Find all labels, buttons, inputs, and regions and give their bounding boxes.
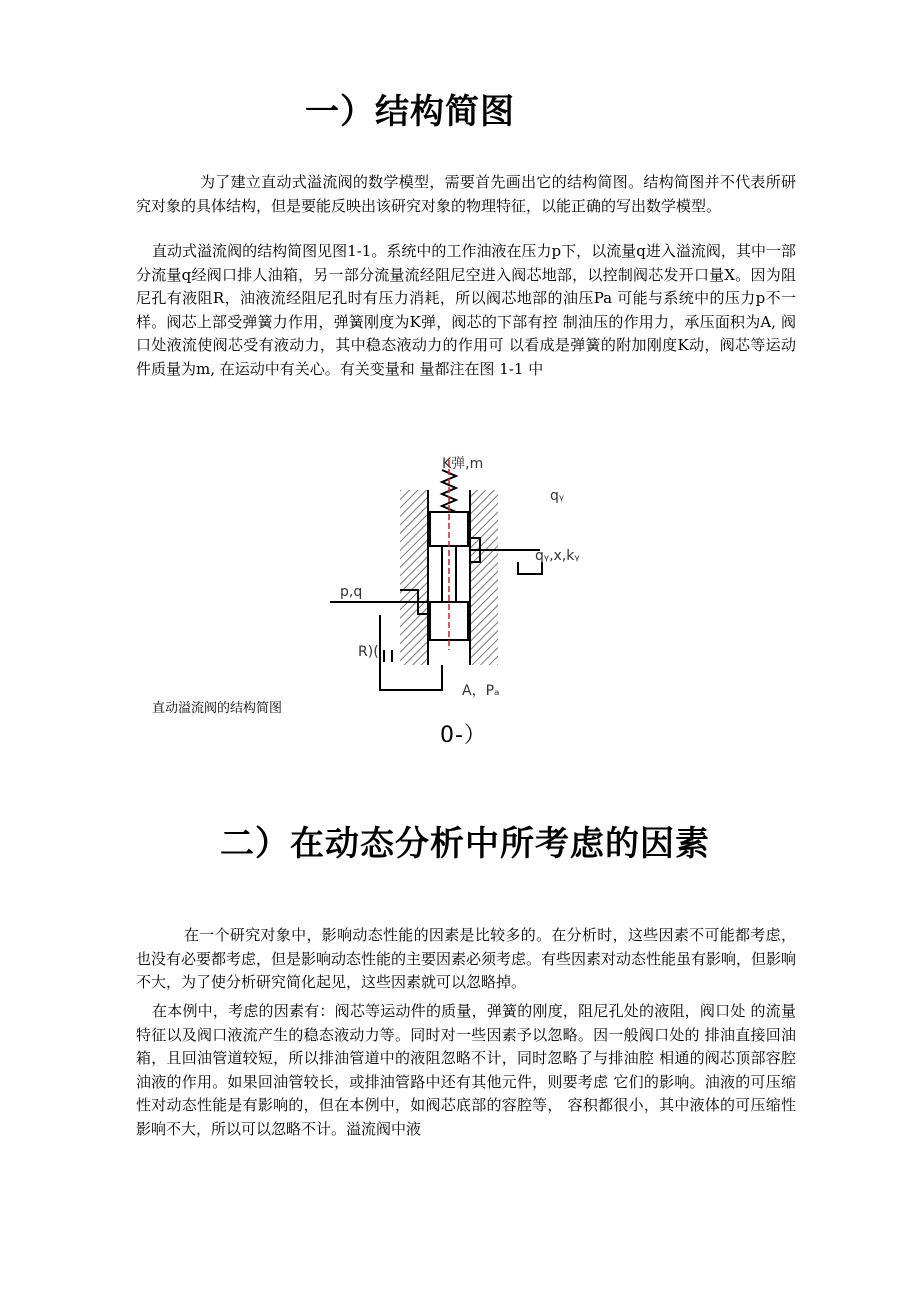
section1-paragraph-1: 为了建立直动式溢流阀的数学模型，需要首先画出它的结构简图。结构简图并不代表所研究对象的具体结构，但是要能反映出该研究对象的物理特征，以能正确的写出数学模型。	[136, 173, 796, 215]
section1-heading: 一）结构简图	[305, 92, 515, 132]
left-housing	[400, 490, 428, 665]
section1-paragraph-2: 直动式溢流阀的结构简图见图1-1。系统中的工作油液在压力p下，以流量q进入溢流阀，其中一部分流量q经阀口排人油箱，另一部分流量流经阻尼空进入阀芯地部，以控制阀芯发开口量X。因为阻尼孔有液阻R，油液流经阻尼孔时有压力消耗，所以阀芯地部的油压Pa 可能与系统中的压力p不一样。阀芯上部受弹簧力作用，弹簧刚度为K弹，阀芯的下部有控 制油压的作用力，承压面积为A, 阀口处液流使阀芯受有液动力，其中稳态液动力的作用可 以看成是弹簧的附加刚度K动，阀芯等运动件质量为m, 在运动中有关心。有关变量和 量都注在图 1-1 中	[136, 242, 796, 378]
section2-paragraph-1: 在一个研究对象中，影响动态性能的因素是比较多的。在分析时，这些因素不可能都考虑，也没有必要都考虑，但是影响动态性能的主要因素必须考虑。有些因素对动态性能虽有影响，但影响不大，为了使分析研究简化起见，这些因素就可以忽略掉。	[136, 926, 797, 991]
spring-label: K弹,m	[442, 456, 484, 472]
figure-number: 0-）	[440, 723, 487, 748]
right-housing	[470, 490, 498, 665]
outlet-label: qᵧ,x,kᵧ	[535, 548, 580, 564]
section2-paragraph-2: 在本例中，考虑的因素有：阀芯等运动件的质量，弹簧的刚度，阻尼孔处的液阻，阀口处 的流量特征以及阀口液流产生的稳态液动力等。同时对一些因素予以忽略。因一般阀口处的 排油直接回油箱，且回油管道较短，所以排油管道中的液阻忽略不计，同时忽略了与排油腔 相通的阀芯顶部容腔油液的作用。如果回油管较长，或排油管路中还有其他元件，则要考虑 它们的影响。油液的可压缩性对动态性能是有影响的，但在本例中，如阀芯底部的容腔等， 容积都很小，其中液体的可压缩性影响不大，所以可以忽略不计。溢流阀中液	[136, 1002, 796, 1138]
relief-valve-diagram	[330, 450, 600, 700]
section2-heading: 二）在动态分析中所考虑的因素	[220, 824, 710, 864]
inlet-label: p,q	[340, 584, 363, 600]
relief-flow-label: qᵧ	[550, 488, 565, 504]
orifice-label: R)(	[358, 644, 379, 660]
area-pressure-label: A，Pₐ	[462, 683, 500, 699]
figure-caption: 直动溢流阀的结构简图	[152, 701, 283, 716]
